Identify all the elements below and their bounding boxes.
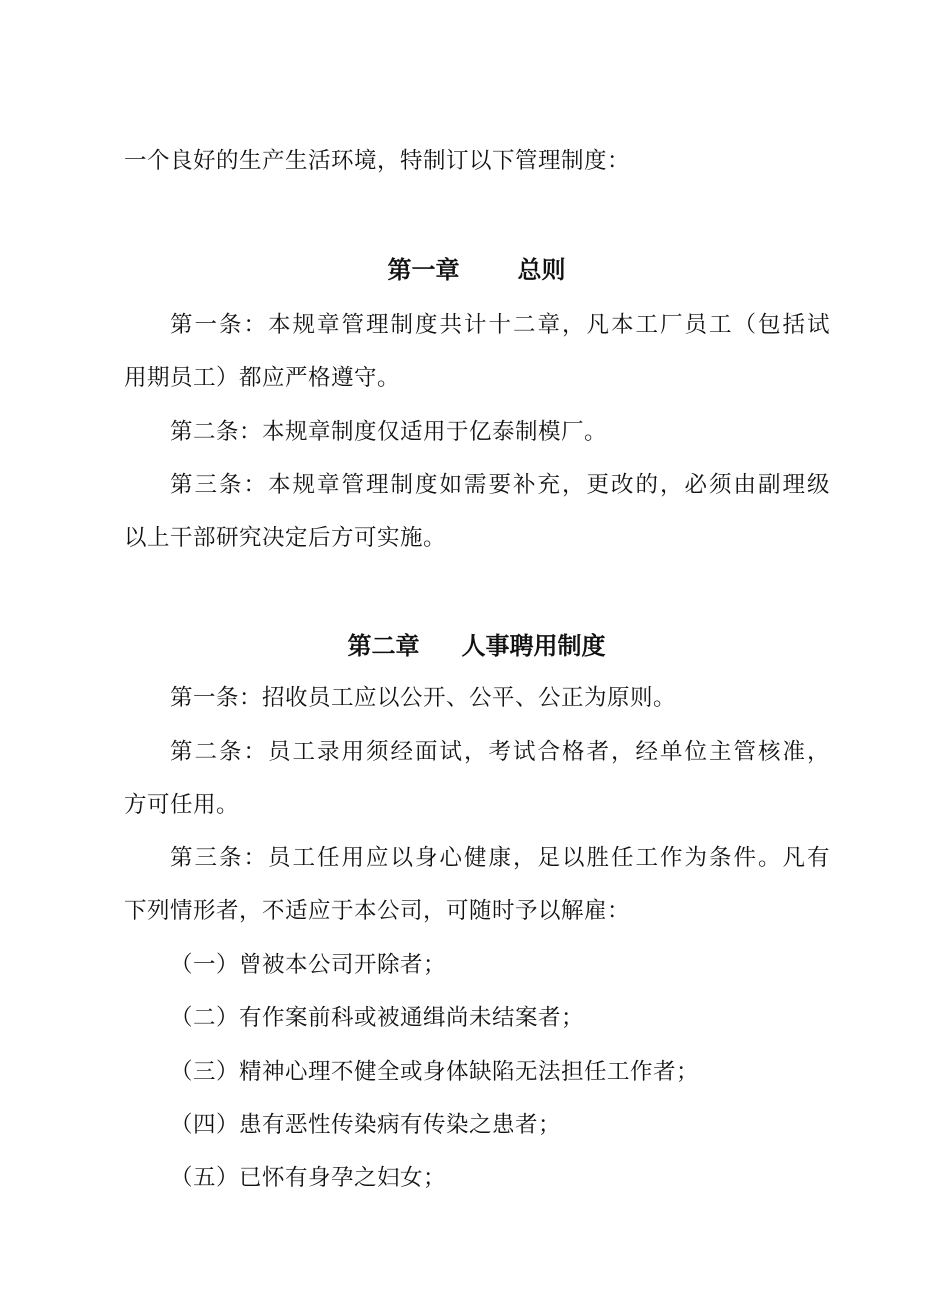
list-item: （一）曾被本公司开除者； — [170, 952, 447, 978]
ch1-article3-line1: 第三条：本规章管理制度如需要补充，更改的，必须由副理级 — [170, 472, 830, 498]
ch2-article2-line2: 方可任用。 — [124, 792, 240, 818]
ch2-article3-line2: 下列情形者，不适应于本公司，可随时予以解雇： — [124, 898, 631, 924]
ch1-article1-line1: 第一条：本规章管理制度共计十二章，凡本工厂员工（包括试 — [170, 312, 830, 338]
ch2-article3-line1: 第三条：员工任用应以身心健康，足以胜任工作为条件。凡有 — [170, 845, 830, 871]
chapter1-number: 第一章 — [387, 255, 460, 284]
chapter2-heading — [124, 630, 829, 662]
list-item: （三）精神心理不健全或身体缺陷无法担任工作者； — [170, 1059, 700, 1085]
intro-tail-text: 一个良好的生产生活环境，特制订以下管理制度： — [124, 148, 631, 174]
chapter2-title: 人事聘用制度 — [461, 631, 606, 660]
ch1-article1-line2: 用期员工）都应严格遵守。 — [124, 365, 401, 391]
ch1-article3-line2: 以上干部研究决定后方可实施。 — [124, 525, 447, 551]
chapter1-heading — [124, 254, 829, 286]
ch2-article2-line1: 第二条：员工录用须经面试，考试合格者，经单位主管核准， — [170, 739, 830, 765]
list-item: （五）已怀有身孕之妇女； — [170, 1165, 447, 1191]
ch2-article1: 第一条：招收员工应以公开、公平、公正为原则。 — [170, 685, 677, 711]
list-item: （四）患有恶性传染病有传染之患者； — [170, 1112, 562, 1138]
chapter2-number: 第二章 — [347, 631, 420, 660]
list-item: （二）有作案前科或被通缉尚未结案者； — [170, 1005, 585, 1031]
chapter1-title: 总则 — [517, 255, 566, 284]
ch1-article2: 第二条：本规章制度仅适用于亿泰制模厂。 — [170, 419, 608, 445]
